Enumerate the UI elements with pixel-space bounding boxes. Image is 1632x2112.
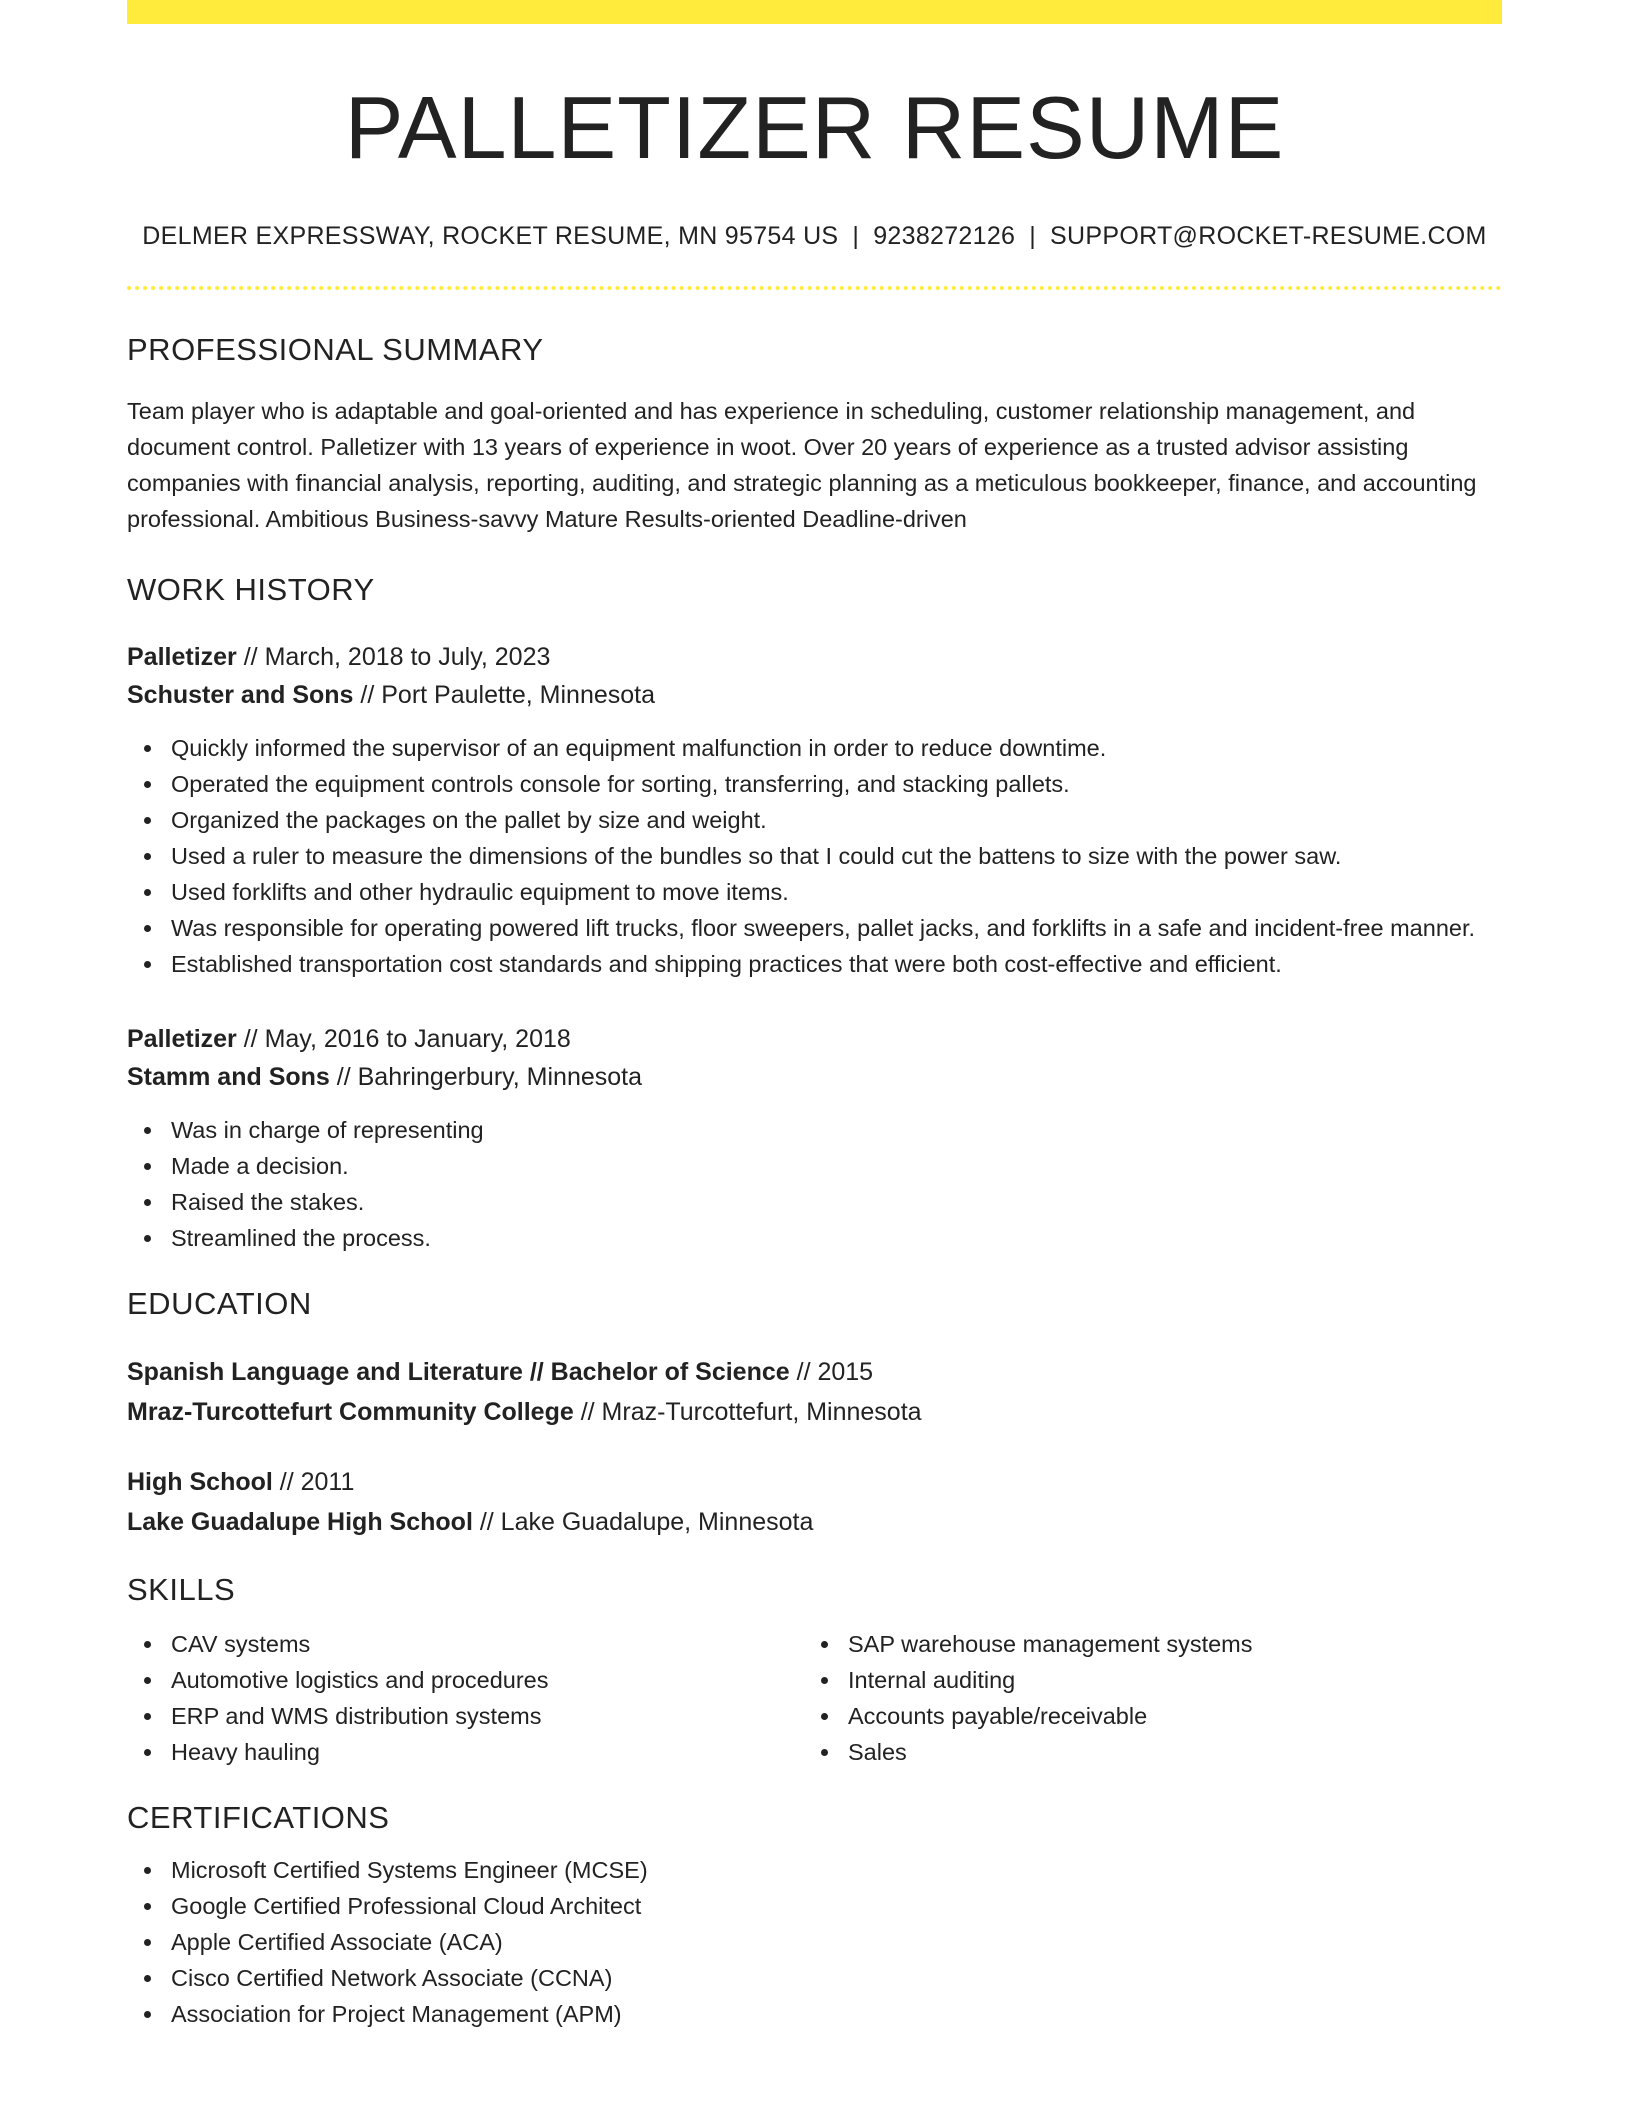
accent-top-bar <box>127 0 1502 24</box>
list-item: Established transportation cost standards and shipping practices that were both cost-effective and efficient. <box>171 946 1502 982</box>
job-company-line <box>127 676 1502 714</box>
degree-year: // 2011 <box>272 1468 355 1497</box>
job-title-line <box>127 1020 1502 1058</box>
list-item: Quickly informed the supervisor of an equipment malfunction in order to reduce downtime. <box>171 730 1502 766</box>
list-item: Was responsible for operating powered lift trucks, floor sweepers, pallet jacks, and forklifts in a safe and incident-free manner. <box>171 910 1502 946</box>
contact-separator: | <box>852 222 860 251</box>
contact-email: SUPPORT@ROCKET-RESUME.COM <box>1050 222 1487 251</box>
list-item: Used forklifts and other hydraulic equipment to move items. <box>171 874 1502 910</box>
education-entry <box>127 1352 1502 1432</box>
list-item: Raised the stakes. <box>171 1184 1502 1220</box>
job-dates: // May, 2016 to January, 2018 <box>236 1025 571 1054</box>
job-company-line <box>127 1058 1502 1096</box>
skills-column-left <box>127 1626 804 1770</box>
skills-heading: SKILLS <box>127 1572 236 1608</box>
list-item: Organized the packages on the pallet by size and weight. <box>171 802 1502 838</box>
summary-text: Team player who is adaptable and goal-oriented and has experience in scheduling, customer relationship management, and document control. Palletizer with 13 years of experience in woot. Over 20 years of experience as a trusted advisor assisting companies with financial analysis, reporting, auditing, and strategic planning as a meticulous bookkeeper, finance, and accounting professional. Ambitious Business-savvy Mature Results-oriented Deadline-driven <box>127 398 1477 533</box>
job-company: Schuster and Sons <box>127 681 354 710</box>
degree: Spanish Language and Literature // Bachelor of Science <box>127 1358 790 1387</box>
summary-heading: PROFESSIONAL SUMMARY <box>127 332 544 368</box>
job-bullets <box>127 730 1502 982</box>
job-entry <box>127 638 1502 982</box>
list-item: Heavy hauling <box>171 1734 804 1770</box>
list-item: Sales <box>848 1734 1481 1770</box>
degree-year: // 2015 <box>789 1358 874 1387</box>
list-item: Cisco Certified Network Associate (CCNA) <box>171 1960 1502 1996</box>
school-location: // Lake Guadalupe, Minnesota <box>472 1508 814 1537</box>
contact-line <box>127 222 1502 251</box>
list-item: Was in charge of representing <box>171 1112 1502 1148</box>
job-entry <box>127 1020 1502 1256</box>
certifications-heading: CERTIFICATIONS <box>127 1800 390 1836</box>
list-item: ERP and WMS distribution systems <box>171 1698 804 1734</box>
degree-line <box>127 1352 1502 1392</box>
job-dates: // March, 2018 to July, 2023 <box>236 643 551 672</box>
school: Mraz-Turcottefurt Community College <box>127 1398 574 1427</box>
school-line <box>127 1392 1502 1432</box>
degree-line <box>127 1462 1502 1502</box>
job-title-line <box>127 638 1502 676</box>
school-location: // Mraz-Turcottefurt, Minnesota <box>573 1398 922 1427</box>
list-item: Used a ruler to measure the dimensions of the bundles so that I could cut the battens to size with the power saw. <box>171 838 1502 874</box>
certifications-list <box>127 1852 1502 2032</box>
list-item: Apple Certified Associate (ACA) <box>171 1924 1502 1960</box>
list-item: Microsoft Certified Systems Engineer (MCSE) <box>171 1852 1502 1888</box>
degree: High School <box>127 1468 273 1497</box>
list-item: Association for Project Management (APM) <box>171 1996 1502 2032</box>
job-location: // Bahringerbury, Minnesota <box>329 1063 643 1092</box>
list-item: Operated the equipment controls console for sorting, transferring, and stacking pallets. <box>171 766 1502 802</box>
job-title: Palletizer <box>127 643 237 672</box>
contact-phone: 9238272126 <box>873 222 1016 251</box>
job-location: // Port Paulette, Minnesota <box>353 681 656 710</box>
school-line <box>127 1502 1502 1542</box>
list-item: CAV systems <box>171 1626 804 1662</box>
job-bullets <box>127 1112 1502 1256</box>
job-title: Palletizer <box>127 1025 237 1054</box>
education-entry <box>127 1462 1502 1542</box>
school: Lake Guadalupe High School <box>127 1508 473 1537</box>
contact-address: DELMER EXPRESSWAY, ROCKET RESUME, MN 95754 US <box>142 222 839 251</box>
list-item: Streamlined the process. <box>171 1220 1502 1256</box>
education-heading: EDUCATION <box>127 1286 312 1322</box>
list-item: Automotive logistics and procedures <box>171 1662 804 1698</box>
list-item: Internal auditing <box>848 1662 1481 1698</box>
list-item: Made a decision. <box>171 1148 1502 1184</box>
list-item: Accounts payable/receivable <box>848 1698 1481 1734</box>
work-history-heading: WORK HISTORY <box>127 572 375 608</box>
contact-separator: | <box>1029 222 1037 251</box>
resume-page <box>127 0 1502 2032</box>
job-company: Stamm and Sons <box>127 1063 330 1092</box>
resume-title: PALLETIZER RESUME <box>344 78 1285 177</box>
list-item: Google Certified Professional Cloud Architect <box>171 1888 1502 1924</box>
skills-grid <box>127 1626 1502 1770</box>
list-item: SAP warehouse management systems <box>848 1626 1481 1662</box>
dotted-divider <box>127 286 1502 290</box>
skills-column-right <box>804 1626 1481 1770</box>
